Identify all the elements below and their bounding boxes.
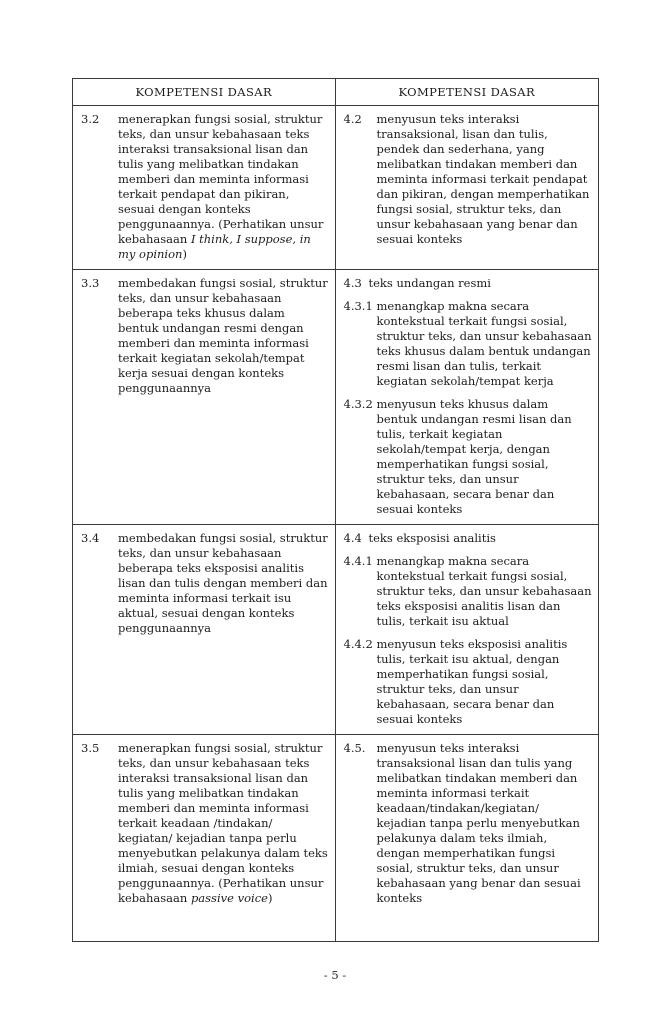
table-cell-right <box>336 525 599 734</box>
table-row <box>73 269 598 524</box>
competency-item <box>81 531 329 636</box>
competency-item <box>344 397 593 517</box>
item-text: menyusun teks khusus dalam bentuk undangan resmi lisan dan tulis, terkait kegiatan sekolah/tempat kerja, dengan memperhatikan fungsi sosial, struktur teks, dan unsur kebahasaan, secara benar dan sesuai konteks <box>376 397 572 516</box>
header-cell-left <box>73 79 336 105</box>
item-text: menyusun teks interaksi transaksional, lisan dan tulis, pendek dan sederhana, yang melibatkan tindakan memberi dan meminta informasi terkait pendapat dan pikiran, dengan memperhatikan fungsi sosial, struktur teks, dan unsur kebahasaan yang benar dan sesuai konteks <box>376 112 590 246</box>
item-number: 4.4.1 <box>343 554 373 568</box>
table-row <box>73 105 598 269</box>
table-cell-left <box>73 270 336 524</box>
table-row <box>73 524 598 734</box>
table-body <box>73 105 598 941</box>
item-number: 3.3 <box>81 276 100 290</box>
item-number: 4.3.2 <box>343 397 373 411</box>
competency-item <box>344 276 593 291</box>
table-cell-left <box>73 525 336 734</box>
competency-item <box>344 637 593 727</box>
item-text: menyusun teks interaksi transaksional lisan dan tulis yang melibatkan tindakan memberi dan meminta informasi terkait keadaan/tindakan/kegiatan/ kejadian tanpa perlu menyebutkan pelakunya dalam teks ilmiah, dengan memperhatikan fungsi sosial, struktur teks, dan unsur kebahasaan yang benar dan sesuai konteks <box>376 741 581 905</box>
table-cell-left <box>73 735 336 941</box>
item-text: menangkap makna secara kontekstual terkait fungsi sosial, struktur teks, dan unsur kebahasaan teks khusus dalam bentuk undangan resmi lisan dan tulis, terkait kegiatan sekolah/tempat kerja <box>376 299 592 388</box>
item-number: 4.3 <box>343 276 362 290</box>
table-cell-right <box>336 735 599 941</box>
table-row <box>73 734 598 941</box>
header-label-left: KOMPETENSI DASAR <box>135 85 273 99</box>
table-cell-left <box>73 106 336 269</box>
item-number: 4.4 <box>343 531 362 545</box>
item-text: menerapkan fungsi sosial, struktur teks, dan unsur kebahasaan teks interaksi transaksional lisan dan tulis yang melibatkan tindakan memberi dan meminta informasi terkait keadaan /tindakan/ kegiatan/ kejadian tanpa perlu menyebutkan pelakunya dalam teks ilmiah, sesuai dengan konteks penggunaannya. (Perhatikan unsur kebahasaan passive voice) <box>118 741 328 905</box>
item-number: 4.2 <box>343 112 362 126</box>
item-number: 4.5. <box>343 741 366 755</box>
item-text: menerapkan fungsi sosial, struktur teks, dan unsur kebahasaan teks interaksi transaksional lisan dan tulis yang melibatkan tindakan memberi dan meminta informasi terkait pendapat dan pikiran, sesuai dengan konteks penggunaannya. (Perhatikan unsur kebahasaan I think, I suppose, in my opinion) <box>118 112 324 261</box>
kompetensi-table <box>72 78 599 942</box>
item-number: 3.2 <box>81 112 100 126</box>
competency-item <box>81 112 329 262</box>
header-label-right: KOMPETENSI DASAR <box>398 85 536 99</box>
item-text: teks eksposisi analitis <box>368 531 496 545</box>
item-text: menangkap makna secara kontekstual terkait fungsi sosial, struktur teks, dan unsur kebahasaan teks eksposisi analitis lisan dan tulis, terkait isu aktual <box>376 554 592 628</box>
competency-item <box>344 531 593 546</box>
competency-item <box>81 741 329 906</box>
table-cell-right <box>336 106 599 269</box>
item-number: 3.5 <box>81 741 100 755</box>
competency-item <box>344 112 593 247</box>
page-number: - 5 - <box>323 968 347 982</box>
item-number: 4.3.1 <box>343 299 373 313</box>
header-cell-right <box>336 79 599 105</box>
competency-item <box>81 276 329 396</box>
competency-item <box>344 741 593 906</box>
item-number: 3.4 <box>81 531 100 545</box>
table-cell-right <box>336 270 599 524</box>
table-header-row <box>73 79 598 105</box>
competency-item <box>344 554 593 629</box>
item-text: membedakan fungsi sosial, struktur teks, dan unsur kebahasaan beberapa teks khusus dalam bentuk undangan resmi dengan memberi dan meminta informasi terkait kegiatan sekolah/tempat kerja sesuai dengan konteks penggunaannya <box>118 276 328 395</box>
item-text: menyusun teks eksposisi analitis tulis, terkait isu aktual, dengan memperhatikan fungsi sosial, struktur teks, dan unsur kebahasaan, secara benar dan sesuai konteks <box>376 637 568 726</box>
item-text: teks undangan resmi <box>368 276 491 290</box>
item-number: 4.4.2 <box>343 637 373 651</box>
item-text: membedakan fungsi sosial, struktur teks, dan unsur kebahasaan beberapa teks eksposisi analitis lisan dan tulis dengan memberi dan meminta informasi terkait isu aktual, sesuai dengan konteks penggunaannya <box>118 531 328 635</box>
competency-item <box>344 299 593 389</box>
